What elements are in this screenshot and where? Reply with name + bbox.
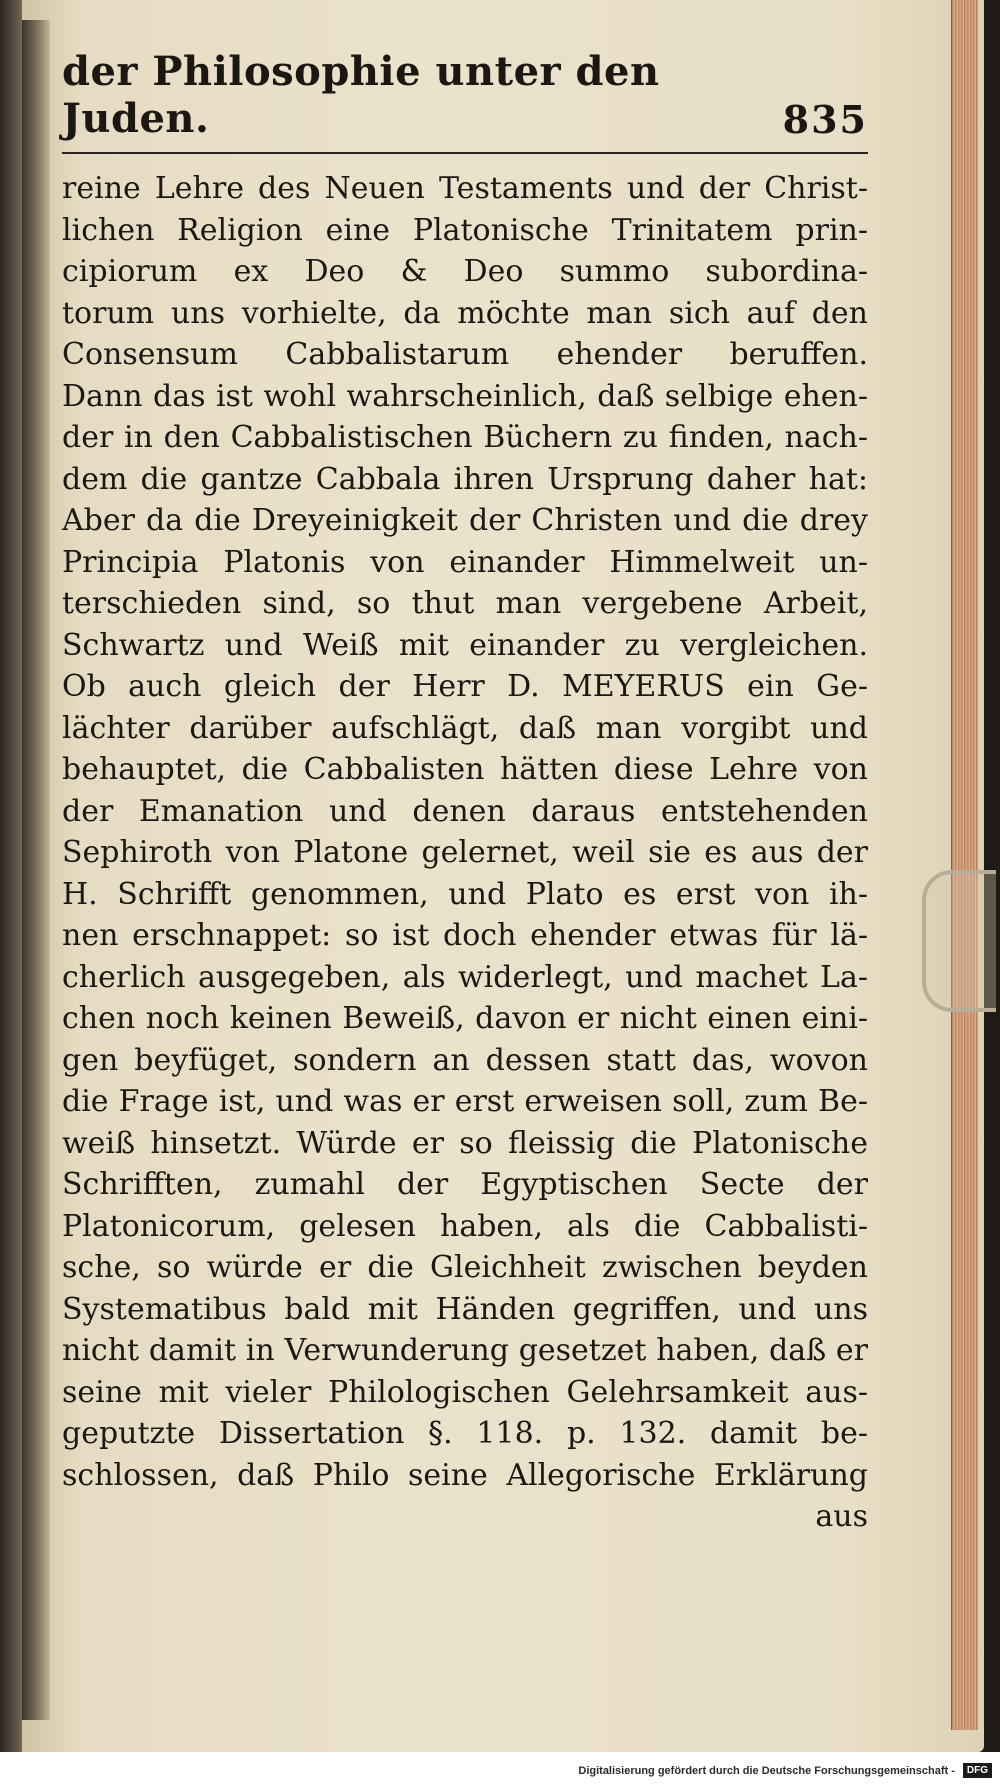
digitization-footer (0, 1752, 1000, 1789)
text-line: Aber da die Dreyeinigkeit der Christen und die drey (62, 503, 868, 538)
text-line: Dann das ist wohl wahrscheinlich, daß selbige ehen- (62, 378, 868, 414)
dfg-logo: DFG (963, 1763, 992, 1778)
text-line: sche, so würde er die Gleichheit zwischen beyden (62, 1250, 868, 1285)
book-page (22, 0, 984, 1752)
text-line: schlossen, daß Philo seine Allegorische Erklärung (62, 1457, 868, 1493)
catchword: aus (815, 1499, 868, 1534)
text-line: dem die gantze Cabbala ihren Ursprung daher hat: (62, 461, 868, 497)
text-line: der Emanation und denen daraus entstehenden (62, 793, 868, 829)
page-edges-stack (951, 0, 978, 1730)
text-line: cipiorum ex Deo & Deo summo subordina- (62, 254, 868, 289)
text-line: lichen Religion eine Platonische Trinitatem prin- (62, 212, 868, 248)
text-line: cherlich ausgegeben, als widerlegt, und machet La- (62, 959, 868, 995)
page-header (62, 48, 868, 142)
text-line: gen beyfüget, sondern an dessen statt das, wovon (62, 1042, 868, 1078)
body-text (62, 168, 868, 1538)
text-line: Schrifften, zumahl der Egyptischen Secte der (62, 1167, 868, 1202)
text-line: reine Lehre des Neuen Testaments und der Christ- (62, 171, 868, 206)
binding-shadow (22, 20, 50, 1720)
text-line: H. Schrifft genommen, und Plato es erst von ih- (62, 876, 868, 912)
text-line: nicht damit in Verwunderung gesetzet haben, daß er (62, 1333, 868, 1368)
text-line: Ob auch gleich der Herr D. MEYERUS ein Ge- (62, 669, 868, 704)
text-line: chen noch keinen Beweiß, davon er nicht einen eini- (62, 1001, 868, 1036)
text-line: behauptet, die Cabbalisten hätten diese Lehre von (62, 752, 868, 787)
text-line: torum uns vorhielte, da möchte man sich auf den (62, 295, 868, 331)
text-line: der in den Cabbalistischen Büchern zu finden, nach- (62, 420, 868, 455)
header-rule (62, 152, 868, 154)
text-line: nen erschnappet: so ist doch ehender etwas für lä- (62, 918, 868, 953)
text-line: Systematibus bald mit Händen gegriffen, und uns (62, 1291, 868, 1327)
text-line: die Frage ist, und was er erst erweisen soll, zum Be- (62, 1084, 868, 1119)
text-line: Platonicorum, gelesen haben, als die Cabbalisti- (62, 1208, 868, 1244)
text-line: Consensum Cabbalistarum ehender beruffen. (62, 337, 868, 372)
text-line: Principia Platonis von einander Himmelweit un- (62, 544, 868, 580)
clip-tab (922, 870, 996, 1012)
text-line: geputzte Dissertation §. 118. p. 132. damit be- (62, 1416, 868, 1451)
page-number: 835 (782, 97, 868, 142)
running-head: der Philosophie unter den Juden. (62, 48, 660, 142)
text-line: terschieden sind, so thut man vergebene Arbeit, (62, 586, 868, 621)
text-line: weiß hinsetzt. Würde er so fleissig die Platonische (62, 1125, 868, 1161)
text-line: Sephiroth von Platone gelernet, weil sie es aus der (62, 835, 868, 870)
text-line: seine mit vieler Philologischen Gelehrsamkeit aus- (62, 1374, 868, 1410)
text-line: Schwartz und Weiß mit einander zu vergleichen. (62, 627, 868, 663)
funding-credit: Digitalisierung gefördert durch die Deutsche Forschungsgemeinschaft - (578, 1764, 955, 1777)
text-line: lächter darüber aufschlägt, daß man vorgibt und (62, 710, 868, 746)
